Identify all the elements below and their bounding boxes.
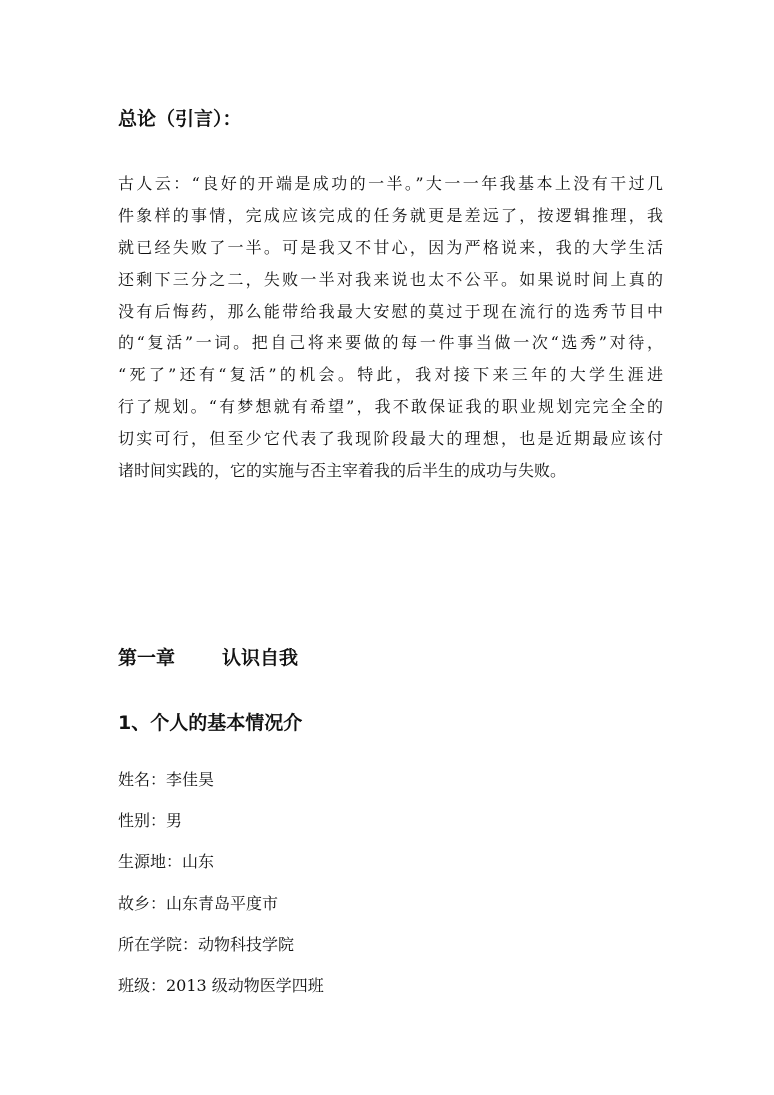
personal-info-list xyxy=(118,764,324,1011)
intro-line: 诸时间实践的，它的实施与否主宰着我的后半生的成功与失败。 xyxy=(118,461,567,481)
intro-line: 切实可行，但至少它代表了我现阶段最大的理想，也是近期最应该付 xyxy=(118,429,663,449)
intro-line: “死了”还有“复活”的机会。特此，我对接下来三年的大学生涯进 xyxy=(118,365,663,385)
chapter-title: 认识自我 xyxy=(222,647,299,669)
intro-heading: 总论（引言）： xyxy=(118,108,242,130)
info-college: 所在学院：动物科技学院 xyxy=(118,934,295,954)
intro-line: 就已经失败了一半。可是我又不甘心，因为严格说来，我的大学生活 xyxy=(118,237,663,257)
intro-line: 行了规划。“有梦想就有希望”，我不敢保证我的职业规划完完全全的 xyxy=(118,397,663,417)
intro-line: 件象样的事情，完成应该完成的任务就更是差远了，按逻辑推理，我 xyxy=(118,205,663,225)
intro-line: 古人云：“良好的开端是成功的一半。”大一一年我基本上没有干过几 xyxy=(118,174,663,193)
chapter-heading xyxy=(118,646,298,670)
info-class: 班级：2013 级动物医学四班 xyxy=(118,975,324,995)
intro-line: 的“复活”一词。把自己将来要做的每一件事当做一次“选秀”对待， xyxy=(118,333,663,353)
intro-paragraph xyxy=(118,168,663,487)
intro-line: 没有后悔药，那么能带给我最大安慰的莫过于现在流行的选秀节目中 xyxy=(118,301,663,321)
info-origin: 生源地：山东 xyxy=(118,852,215,872)
info-hometown: 故乡：山东青岛平度市 xyxy=(118,893,279,913)
section-heading: 1、个人的基本情况介 xyxy=(118,712,303,734)
info-gender: 性别：男 xyxy=(118,811,183,831)
info-name: 姓名：李佳昊 xyxy=(118,770,215,789)
intro-line: 还剩下三分之二，失败一半对我来说也太不公平。如果说时间上真的 xyxy=(118,269,663,289)
chapter-number: 第一章 xyxy=(118,647,176,669)
